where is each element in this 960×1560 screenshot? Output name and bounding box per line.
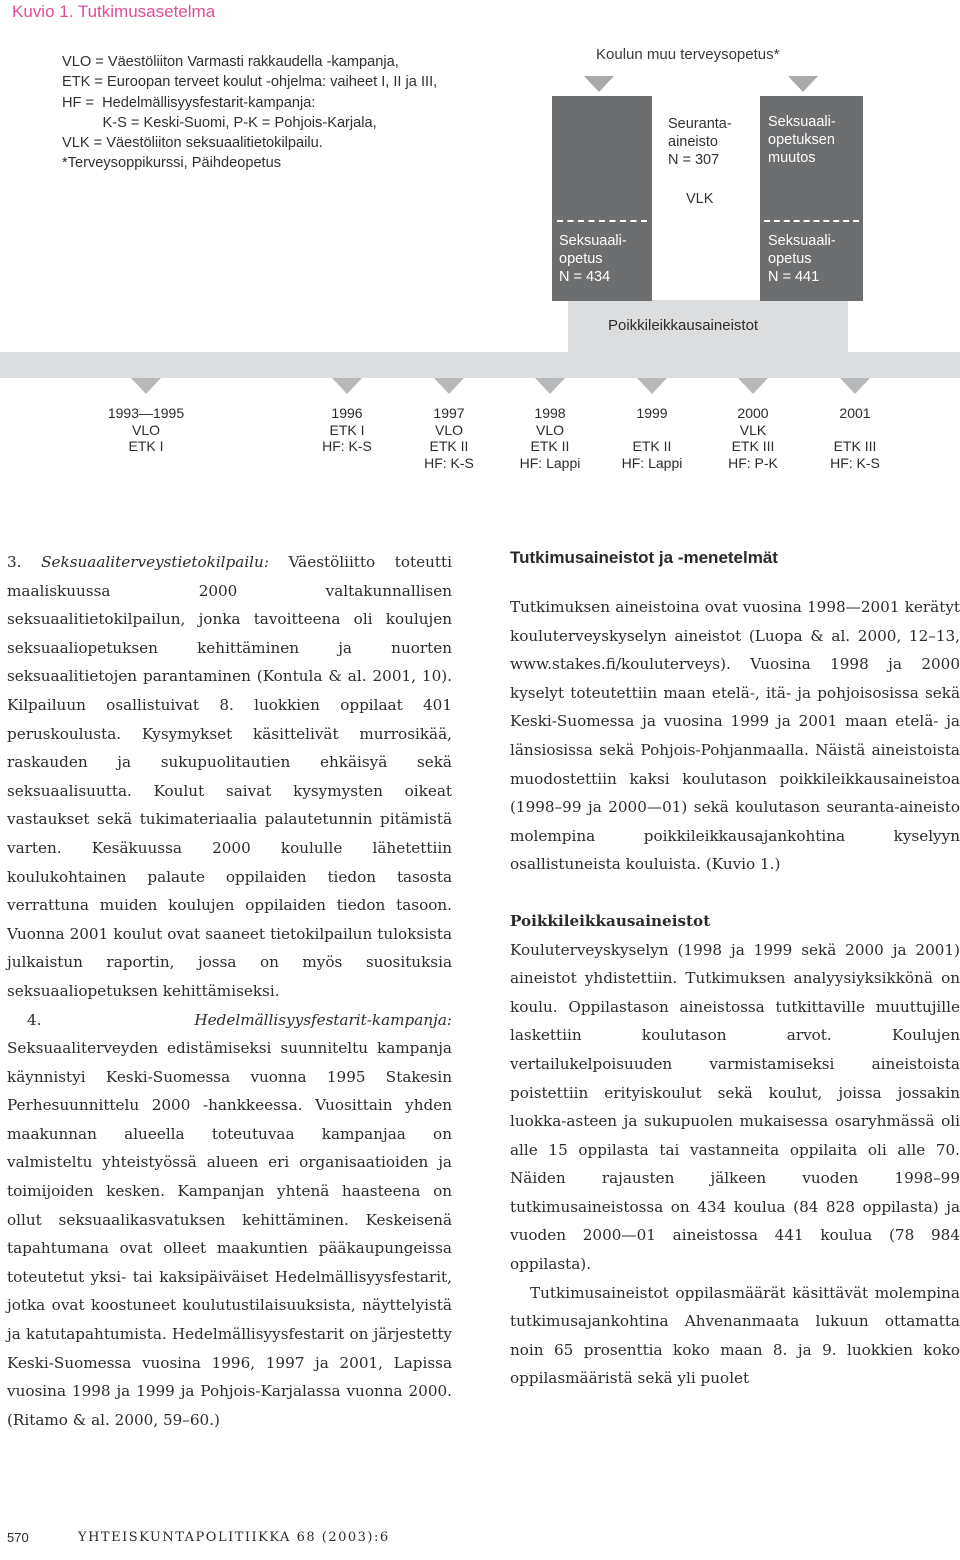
timeline-year: 1996 xyxy=(331,405,363,421)
timeline-arrow xyxy=(637,378,667,394)
timeline-entry: HF: P-K xyxy=(728,454,778,471)
timeline-year: 1997 xyxy=(433,405,465,421)
page-number: 570 xyxy=(7,1530,29,1545)
timeline-year: 1998 xyxy=(534,405,566,421)
legend-line: VLO = Väestöliiton Varmasti rakkaudella -kampanja, xyxy=(62,54,399,70)
paragraph-coverage: Tutkimusaineistot oppilasmäärät käsittävät molempina tutkimusajankohtina Ahvenanmaata lukuun ottamatta noin 65 prosenttia koko maan 8. ja 9. luokkien koko oppilasmääristä sekä yli puolet xyxy=(510,1283,960,1388)
item-title: Seksuaaliterveystietokilpailu: xyxy=(41,553,269,571)
left-bar-label xyxy=(559,232,627,286)
paragraph-data-sources: Tutkimuksen aineistoina ovat vuosina 1998—2001 kerätyt kouluterveyskyselyn aineistot (Luopa & al. 2000, 12–13, www.stakes.fi/kouluterveys). Vuosina 1998 ja 2000 kyselyt toteutettiin maan etelä-, itä- ja pohjoisosissa sekä Keski-Suomessa ja vuosina 1999 ja 2001 maan etelä- ja länsiosissa sekä Pohjois-Pohjanmaalla. Näistä aineistoista muodostettiin kaksi koulutason poikkileikkausaineistoa (1998–99 ja 2000—01) sekä koulutason seuranta-aineisto molempina poikkileikkausajankohtina kyselyyn osallistuneista kouluista. (Kuvio 1.) xyxy=(510,598,960,874)
timeline-spacer xyxy=(612,422,692,439)
timeline-year: 1999 xyxy=(636,405,668,421)
timeline-entry: ETK II xyxy=(530,438,570,454)
journal-name: YHTEISKUNTAPOLITIIKKA 68 (2003):6 xyxy=(78,1530,390,1545)
timeline-entry: HF: K-S xyxy=(424,454,474,471)
legend-line: VLK = Väestöliiton seksuaalitietokilpailu. xyxy=(62,135,323,152)
timeline-col xyxy=(307,405,387,455)
item-number: 3. xyxy=(7,553,42,571)
timeline-entry: VLO xyxy=(434,421,463,438)
timeline-entry: VLO xyxy=(535,421,564,438)
item-number: 4. xyxy=(27,1010,195,1029)
timeline-col xyxy=(815,405,895,471)
timeline-entry: ETK II xyxy=(632,438,672,454)
dashed-divider xyxy=(557,220,647,222)
left-bar-line: opetus xyxy=(559,251,603,267)
timeline-year: 2000 xyxy=(737,405,769,421)
timeline-entry: HF: K-S xyxy=(322,438,372,454)
item-text: Seksuaaliterveyden edistämiseksi suunniteltu kampanja käynnistyi Keski-Suomessa vuonna 1995 Stakesin Perhesuunnittelu 2000 -hankkeessa. Vuosittain yhden maakunnan alueella toteutuvaa kampanjaa on valmisteltu yhteistyössä alueen eri organisaatioiden ja toimijoiden kesken. Kampanjan yhtenä haasteena on ollut seksuaalikasvatuksen kehittäminen. Keskeisenä tapahtumana ovat olleet maakuntien pääkaupungeissa toteutetut yksi- tai kaksipäiväiset Hedelmällisyysfestarit, jotka ovat koostuneet koulutustilaisuuksista, näyttelyistä ja katutapahtumista. Hedelmällisyysfestarit on järjestetty Keski-Suomessa vuosina 1996, 1997 ja 2001, Lapissa vuosina 1998 ja 1999 ja Pohjois-Karjalassa vuonna 2000. (Ritamo & al. 2000, 59–60.) xyxy=(7,1039,452,1429)
right-bar-line: Seksuaali- xyxy=(768,233,836,249)
item-title: Hedelmällisyysfestarit-kampanja: xyxy=(194,1010,452,1029)
timeline-col xyxy=(409,405,489,471)
right-column xyxy=(510,593,960,1393)
timeline-arrow xyxy=(535,378,565,394)
seuranta-line: aineisto xyxy=(668,134,718,150)
timeline-col xyxy=(96,405,196,455)
timeline-entry: ETK I xyxy=(128,438,164,454)
dashed-divider xyxy=(764,220,859,222)
timeline-entry: ETK III xyxy=(833,438,877,454)
timeline-arrow xyxy=(131,378,161,394)
paragraph-sexual-health-quiz xyxy=(7,548,452,1006)
legend-line: *Terveysoppikurssi, Päihdeopetus xyxy=(62,155,282,172)
timeline-entry: HF: K-S xyxy=(830,454,880,471)
section-heading: Tutkimusaineistot ja -menetelmät xyxy=(510,548,778,567)
vlk-label: VLK xyxy=(686,191,714,207)
figure-title: Kuvio 1. Tutkimusasetelma xyxy=(12,2,216,21)
left-bar-line: N = 434 xyxy=(559,269,611,285)
timeline-entry: VLK xyxy=(739,421,767,438)
item-text: Väestöliitto toteutti maaliskuussa 2000 valtakunnallisen seksuaalitietokilpailun, jonka tavoitteena oli koulujen seksuaaliopetuksen kehittäminen ja nuorten seksuaalitietojen parantaminen (Kontula & al. 2001, 10). Kilpailuun osallistuivat 8. luokkien oppilaat 401 peruskoulusta. Kysymykset käsittelivät murrosikää, raskauden ja sukupuolitautien ehkäisyä sekä seksuaalisuutta. Koulut saivat kysymysten oikeat vastaukset sekä tukimateriaalia palautetunnin pitämistä varten. Kesäkuussa 2000 koululle lähetettiin koulukohtainen palaute oppilaiden tiedon tasosta verrattuna muiden koulujen oppilaiden tiedon tasoon. Vuonna 2001 koulut ovat saaneet tietokilpailun tuloksista julkaistun raportin, jossa on myös suosituksia seksuaaliopetuksen kehittämiseksi. xyxy=(7,553,452,1000)
koulun-terveysopetus-label: Koulun muu terveysopetus* xyxy=(596,46,780,63)
seuranta-line: N = 307 xyxy=(668,152,720,168)
timeline-arrow xyxy=(738,378,768,394)
timeline-col xyxy=(612,405,692,471)
arrow-down-right xyxy=(788,76,818,92)
left-bar-line: Seksuaali- xyxy=(559,233,627,249)
muutos-line: Seksuaali- xyxy=(768,114,836,130)
seuranta-line: Seuranta- xyxy=(668,116,732,132)
left-column xyxy=(7,548,452,1434)
legend-line: HF = Hedelmällisyysfestarit-kampanja: xyxy=(62,94,316,111)
muutos-label xyxy=(768,113,836,167)
paragraph-cross-section: Kouluterveyskyselyn (1998 ja 1999 sekä 2000 ja 2001) aineistot yhdistettiin. Tutkimuksen analyysiyksikkönä on koulu. Oppilastason aineistossa tutkittaville muuttujille laskettiin koulutason arvot. Koulujen vertailukelpoisuuden varmistamiseksi aineistoista poistettiin erityiskoulut sekä koulut, joissa jossakin luokka-asteen ja sukupuolen mukaisessa osaryhmässä oli alle 15 oppilasta tai vastanneita oppilaita oli alle 70. Näiden rajausten jälkeen vuoden 1998–99 tutkimusaineistossa on 434 koulua (84 828 oppilasta) ja vuoden 2000—01 aineistossa 441 koulua (78 984 oppilasta). xyxy=(510,940,960,1274)
right-bar-line: N = 441 xyxy=(768,269,820,285)
muutos-line: muutos xyxy=(768,150,816,166)
timeline-year: 1993—1995 xyxy=(107,405,185,421)
timeline-entry: ETK II xyxy=(429,438,469,454)
timeline-band xyxy=(0,352,960,378)
paragraph-fertility-festivals xyxy=(7,1006,452,1435)
legend-line: ETK = Euroopan terveet koulut -ohjelma: vaiheet I, II ja III, xyxy=(62,74,438,91)
timeline-arrow xyxy=(840,378,870,394)
timeline-entry: ETK I xyxy=(329,421,365,438)
timeline-entry: HF: Lappi xyxy=(519,454,581,471)
timeline-entry: HF: Lappi xyxy=(621,454,683,471)
timeline-year: 2001 xyxy=(839,405,871,421)
timeline-col xyxy=(713,405,793,471)
timeline-col xyxy=(510,405,590,471)
timeline-spacer xyxy=(815,422,895,439)
timeline-entry: ETK III xyxy=(731,438,775,454)
timeline-arrow xyxy=(332,378,362,394)
muutos-line: opetuksen xyxy=(768,132,835,148)
subheading: Poikkileikkausaineistot xyxy=(510,911,711,930)
poikkileikkaus-label: Poikkileikkausaineistot xyxy=(608,317,759,334)
right-bar-line: opetus xyxy=(768,251,812,267)
timeline-entry: VLO xyxy=(131,421,160,438)
legend-line: K-S = Keski-Suomi, P-K = Pohjois-Karjala, xyxy=(62,114,377,131)
right-bar-label xyxy=(768,232,836,286)
seuranta-label xyxy=(668,115,732,169)
arrow-down-left xyxy=(584,76,614,92)
timeline-arrow xyxy=(434,378,464,394)
